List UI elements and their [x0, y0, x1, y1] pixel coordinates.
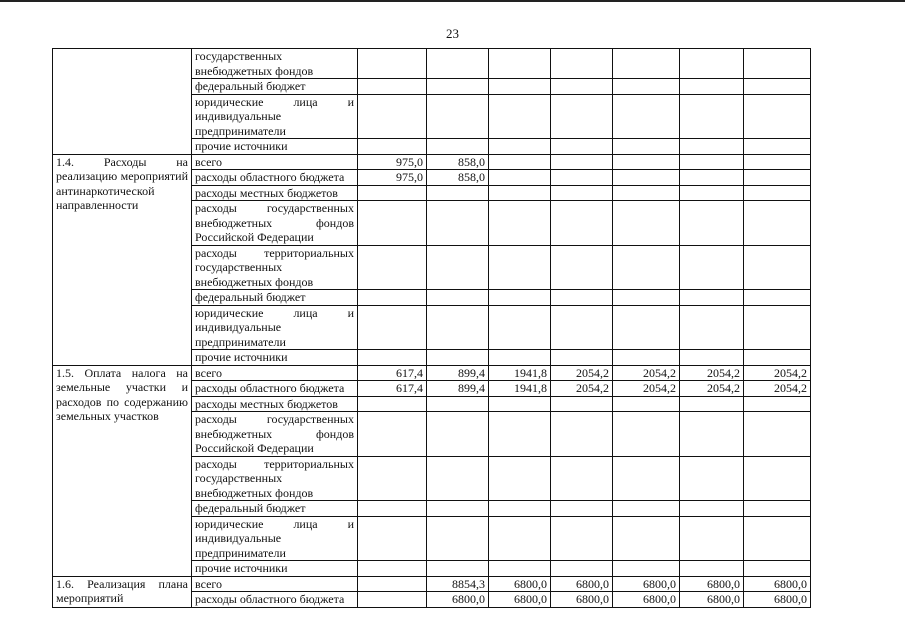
page-number: 23 — [446, 26, 459, 41]
funding-source: всего — [192, 576, 358, 592]
value-cell — [489, 79, 551, 95]
value-cell — [427, 305, 489, 350]
value-cell — [613, 396, 680, 412]
value-cell — [427, 94, 489, 139]
value-cell — [744, 79, 811, 95]
value-cell — [489, 412, 551, 457]
value-cell — [680, 396, 744, 412]
value-cell: 6800,0 — [744, 576, 811, 592]
value-cell — [680, 49, 744, 79]
value-cell — [551, 139, 613, 155]
value-cell — [489, 501, 551, 517]
value-cell — [489, 170, 551, 186]
value-cell: 6800,0 — [680, 592, 744, 608]
value-cell — [744, 201, 811, 246]
value-cell — [680, 201, 744, 246]
value-cell — [680, 456, 744, 501]
value-cell — [489, 290, 551, 306]
table-row — [53, 576, 811, 592]
value-cell: 6800,0 — [551, 576, 613, 592]
value-cell — [613, 350, 680, 366]
value-cell — [551, 501, 613, 517]
value-cell — [680, 170, 744, 186]
funding-source: государственных внебюджетных фондов — [192, 49, 358, 79]
value-cell — [551, 350, 613, 366]
value-cell — [613, 79, 680, 95]
value-cell: 975,0 — [358, 170, 427, 186]
measure-label: 1.4. Расходы на реализацию мероприятий антинаркотической направленности — [53, 154, 192, 365]
value-cell: 899,4 — [427, 365, 489, 381]
value-cell: 2054,2 — [551, 381, 613, 397]
value-cell: 6800,0 — [427, 592, 489, 608]
value-cell — [551, 201, 613, 246]
value-cell — [613, 139, 680, 155]
value-cell — [551, 516, 613, 561]
measure-label: 1.6. Реализация плана мероприятий — [53, 576, 192, 607]
value-cell — [358, 245, 427, 290]
value-cell — [427, 516, 489, 561]
value-cell — [358, 79, 427, 95]
funding-source: юридические лица и индивидуальные предприниматели — [192, 94, 358, 139]
value-cell — [613, 412, 680, 457]
value-cell: 8854,3 — [427, 576, 489, 592]
value-cell — [613, 456, 680, 501]
value-cell — [680, 139, 744, 155]
value-cell — [489, 49, 551, 79]
funding-source: прочие источники — [192, 561, 358, 577]
value-cell — [744, 154, 811, 170]
value-cell — [489, 350, 551, 366]
value-cell — [680, 561, 744, 577]
value-cell — [680, 305, 744, 350]
value-cell — [744, 139, 811, 155]
value-cell — [680, 350, 744, 366]
value-cell — [680, 245, 744, 290]
funding-source: расходы местных бюджетов — [192, 185, 358, 201]
value-cell: 2054,2 — [551, 365, 613, 381]
value-cell — [680, 154, 744, 170]
table-row — [53, 154, 811, 170]
value-cell — [427, 185, 489, 201]
value-cell — [358, 139, 427, 155]
value-cell: 6800,0 — [680, 576, 744, 592]
funding-source: расходы местных бюджетов — [192, 396, 358, 412]
value-cell — [489, 139, 551, 155]
value-cell — [489, 201, 551, 246]
value-cell — [551, 245, 613, 290]
funding-source: расходы областного бюджета — [192, 170, 358, 186]
value-cell — [744, 305, 811, 350]
value-cell — [427, 245, 489, 290]
funding-source: расходы государственных внебюджетных фондов Российской Федерации — [192, 412, 358, 457]
value-cell: 975,0 — [358, 154, 427, 170]
value-cell — [613, 290, 680, 306]
value-cell — [551, 185, 613, 201]
value-cell — [427, 290, 489, 306]
value-cell — [358, 412, 427, 457]
value-cell — [613, 245, 680, 290]
value-cell — [551, 94, 613, 139]
value-cell — [427, 350, 489, 366]
value-cell — [680, 516, 744, 561]
table-row — [53, 365, 811, 381]
value-cell — [358, 456, 427, 501]
value-cell — [489, 154, 551, 170]
value-cell: 2054,2 — [680, 381, 744, 397]
value-cell — [744, 185, 811, 201]
value-cell — [427, 79, 489, 95]
funding-source: всего — [192, 365, 358, 381]
value-cell — [551, 412, 613, 457]
value-cell — [358, 501, 427, 517]
funding-source: федеральный бюджет — [192, 79, 358, 95]
value-cell — [358, 561, 427, 577]
funding-source: юридические лица и индивидуальные предприниматели — [192, 305, 358, 350]
value-cell — [613, 185, 680, 201]
value-cell — [358, 185, 427, 201]
value-cell — [613, 94, 680, 139]
value-cell: 6800,0 — [489, 592, 551, 608]
value-cell — [551, 49, 613, 79]
value-cell — [551, 170, 613, 186]
value-cell — [613, 49, 680, 79]
value-cell: 6800,0 — [744, 592, 811, 608]
value-cell — [489, 561, 551, 577]
measure-label — [53, 49, 192, 155]
value-cell — [358, 592, 427, 608]
value-cell — [744, 561, 811, 577]
value-cell — [427, 561, 489, 577]
value-cell: 617,4 — [358, 381, 427, 397]
value-cell — [358, 305, 427, 350]
value-cell — [551, 561, 613, 577]
value-cell — [744, 516, 811, 561]
value-cell: 858,0 — [427, 154, 489, 170]
value-cell — [680, 185, 744, 201]
funding-source: расходы областного бюджета — [192, 592, 358, 608]
value-cell — [489, 185, 551, 201]
value-cell — [613, 561, 680, 577]
top-rule — [0, 0, 905, 2]
value-cell — [489, 305, 551, 350]
value-cell: 2054,2 — [744, 381, 811, 397]
measure-label: 1.5. Оплата налога на земельные участки и расходов по содержанию земельных участков — [53, 365, 192, 576]
value-cell — [358, 49, 427, 79]
value-cell — [427, 396, 489, 412]
value-cell — [744, 350, 811, 366]
value-cell: 2054,2 — [680, 365, 744, 381]
value-cell — [358, 576, 427, 592]
value-cell: 617,4 — [358, 365, 427, 381]
value-cell — [551, 154, 613, 170]
value-cell — [613, 201, 680, 246]
value-cell — [489, 396, 551, 412]
value-cell: 6800,0 — [551, 592, 613, 608]
value-cell — [358, 350, 427, 366]
value-cell — [551, 456, 613, 501]
value-cell — [680, 94, 744, 139]
value-cell — [680, 290, 744, 306]
value-cell — [427, 501, 489, 517]
value-cell: 858,0 — [427, 170, 489, 186]
value-cell — [744, 501, 811, 517]
value-cell — [489, 245, 551, 290]
funding-source: расходы областного бюджета — [192, 381, 358, 397]
value-cell: 1941,8 — [489, 365, 551, 381]
funding-source: расходы государственных внебюджетных фондов Российской Федерации — [192, 201, 358, 246]
value-cell — [427, 456, 489, 501]
value-cell — [613, 501, 680, 517]
funding-source: всего — [192, 154, 358, 170]
funding-source: юридические лица и индивидуальные предприниматели — [192, 516, 358, 561]
table-row — [53, 49, 811, 79]
value-cell — [358, 516, 427, 561]
value-cell: 6800,0 — [613, 592, 680, 608]
value-cell — [489, 456, 551, 501]
funding-source: прочие источники — [192, 350, 358, 366]
value-cell: 2054,2 — [613, 381, 680, 397]
funding-table — [52, 48, 811, 608]
value-cell — [551, 290, 613, 306]
value-cell — [427, 139, 489, 155]
funding-source: расходы территориальных государственных внебюджетных фондов — [192, 245, 358, 290]
value-cell — [744, 396, 811, 412]
funding-source: расходы территориальных государственных внебюджетных фондов — [192, 456, 358, 501]
value-cell — [613, 305, 680, 350]
value-cell: 2054,2 — [613, 365, 680, 381]
value-cell: 6800,0 — [613, 576, 680, 592]
value-cell — [489, 516, 551, 561]
value-cell — [744, 412, 811, 457]
value-cell — [744, 290, 811, 306]
value-cell — [680, 501, 744, 517]
funding-source: прочие источники — [192, 139, 358, 155]
value-cell: 6800,0 — [489, 576, 551, 592]
value-cell — [358, 201, 427, 246]
value-cell: 2054,2 — [744, 365, 811, 381]
value-cell — [613, 516, 680, 561]
value-cell — [551, 79, 613, 95]
funding-source: федеральный бюджет — [192, 501, 358, 517]
value-cell — [744, 49, 811, 79]
value-cell — [744, 94, 811, 139]
value-cell — [427, 49, 489, 79]
value-cell: 899,4 — [427, 381, 489, 397]
value-cell — [744, 245, 811, 290]
value-cell: 1941,8 — [489, 381, 551, 397]
value-cell — [680, 412, 744, 457]
value-cell — [613, 154, 680, 170]
value-cell — [680, 79, 744, 95]
value-cell — [744, 170, 811, 186]
value-cell — [744, 456, 811, 501]
value-cell — [427, 201, 489, 246]
funding-source: федеральный бюджет — [192, 290, 358, 306]
value-cell — [489, 94, 551, 139]
value-cell — [551, 305, 613, 350]
value-cell — [358, 396, 427, 412]
value-cell — [613, 170, 680, 186]
funding-table-body — [53, 49, 811, 608]
value-cell — [358, 290, 427, 306]
value-cell — [551, 396, 613, 412]
value-cell — [427, 412, 489, 457]
value-cell — [358, 94, 427, 139]
